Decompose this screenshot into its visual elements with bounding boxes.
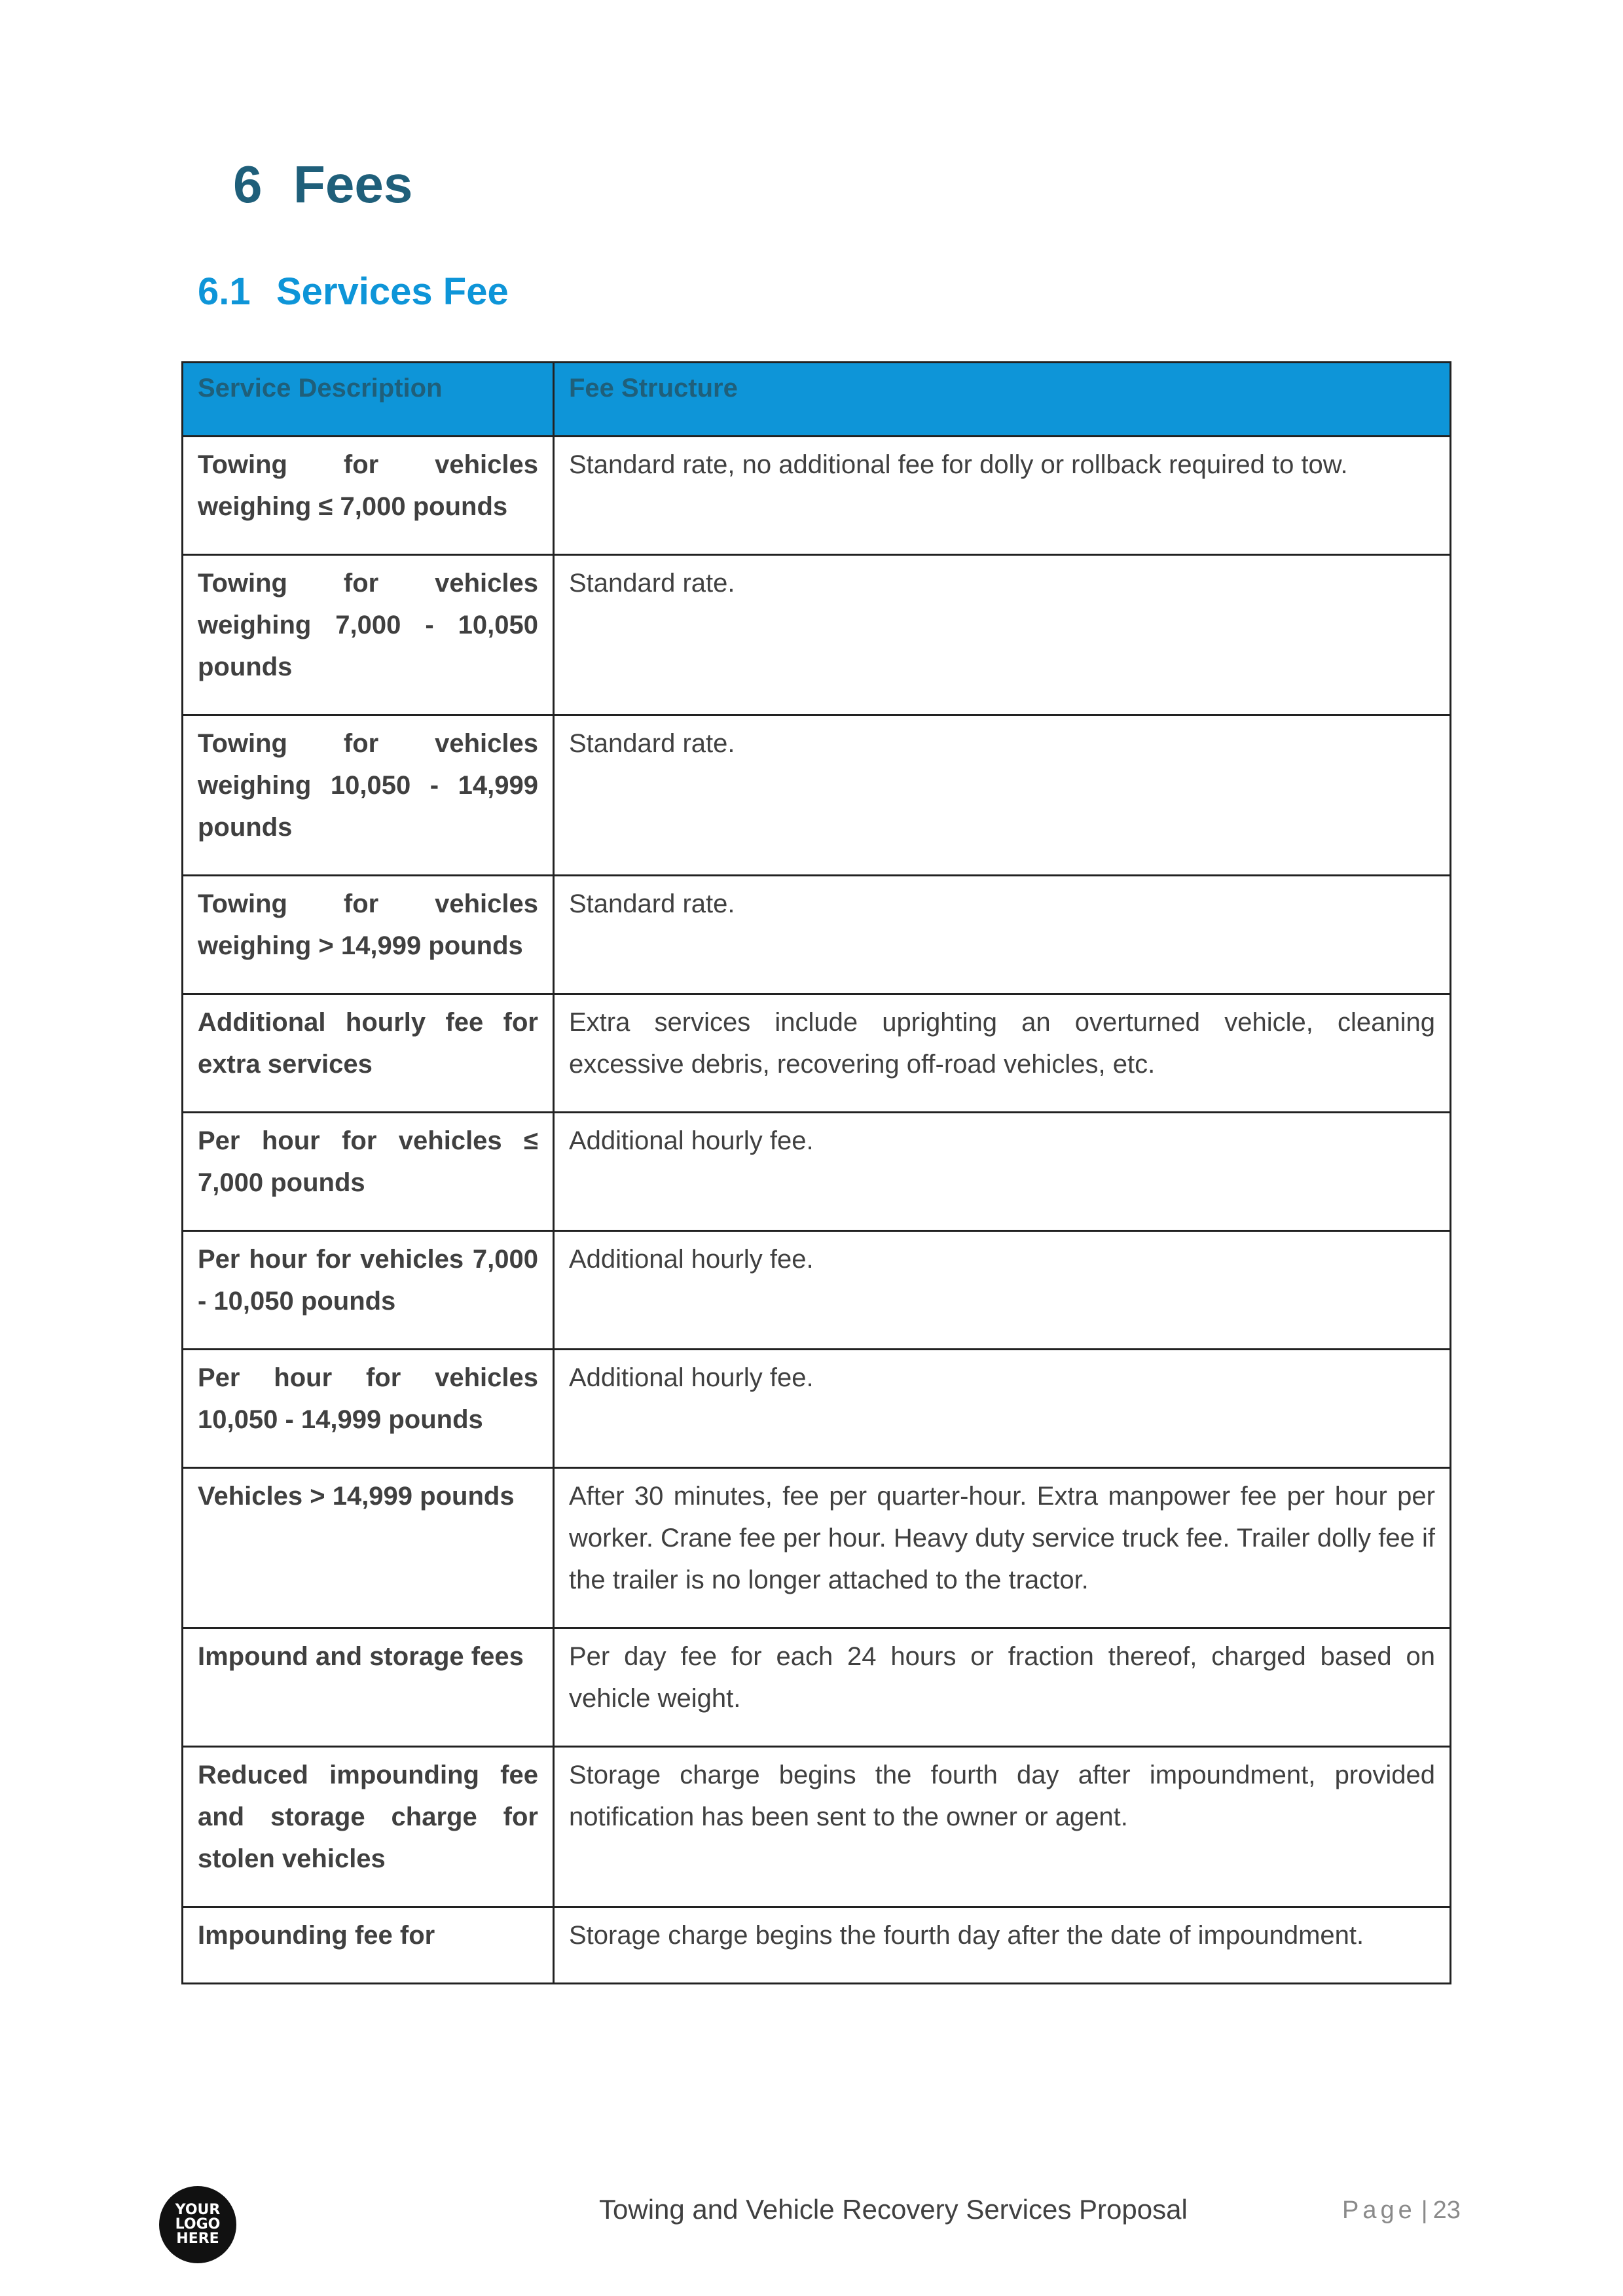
company-logo: [159, 2186, 236, 2263]
service-description-cell: Towing for vehicles weighing 7,000 - 10,050 pounds: [183, 555, 554, 715]
fee-structure-cell: Additional hourly fee.: [554, 1350, 1451, 1468]
logo-line: HERE: [176, 2231, 219, 2247]
table-row: [183, 715, 1451, 876]
fee-structure-cell: Standard rate.: [554, 715, 1451, 876]
footer-page-number: [1342, 2197, 1461, 2225]
section-title: Fees: [293, 155, 413, 213]
table-row: [183, 1350, 1451, 1468]
fees-table: [181, 361, 1451, 1984]
fee-structure-cell: Standard rate, no additional fee for dolly or rollback required to tow.: [554, 437, 1451, 555]
table-row: [183, 1113, 1451, 1231]
fee-structure-cell: Additional hourly fee.: [554, 1231, 1451, 1350]
service-description-cell: Per hour for vehicles ≤ 7,000 pounds: [183, 1113, 554, 1231]
column-header-fee-structure: Fee Structure: [554, 363, 1451, 437]
table-row: [183, 1231, 1451, 1350]
service-description-cell: Additional hourly fee for extra services: [183, 994, 554, 1113]
fee-structure-cell: Standard rate.: [554, 876, 1451, 994]
table-row: [183, 1628, 1451, 1747]
fee-structure-cell: Storage charge begins the fourth day after the date of impoundment.: [554, 1907, 1451, 1984]
page-number: 23: [1432, 2197, 1461, 2224]
footer-document-title: Towing and Vehicle Recovery Services Proposal: [599, 2194, 1188, 2225]
table-row: [183, 1907, 1451, 1984]
service-description-cell: Per hour for vehicles 7,000 - 10,050 pounds: [183, 1231, 554, 1350]
subsection-heading: [198, 270, 509, 314]
fee-structure-cell: Standard rate.: [554, 555, 1451, 715]
table-row: [183, 555, 1451, 715]
service-description-cell: Towing for vehicles weighing 10,050 - 14,999 pounds: [183, 715, 554, 876]
table-header-row: [183, 363, 1451, 437]
fee-structure-cell: Additional hourly fee.: [554, 1113, 1451, 1231]
section-heading: [233, 154, 412, 215]
service-description-cell: Per hour for vehicles 10,050 - 14,999 pounds: [183, 1350, 554, 1468]
table-row: [183, 1747, 1451, 1907]
fee-structure-cell: Per day fee for each 24 hours or fraction thereof, charged based on vehicle weight.: [554, 1628, 1451, 1747]
fee-structure-cell: Storage charge begins the fourth day after impoundment, provided notification has been sent to the owner or agent.: [554, 1747, 1451, 1907]
logo-line: YOUR: [175, 2202, 221, 2218]
column-header-service-description: Service Description: [183, 363, 554, 437]
page-separator: |: [1421, 2197, 1428, 2224]
service-description-cell: Towing for vehicles weighing ≤ 7,000 pounds: [183, 437, 554, 555]
table-row: [183, 437, 1451, 555]
service-description-cell: Reduced impounding fee and storage charge for stolen vehicles: [183, 1747, 554, 1907]
table-row: [183, 876, 1451, 994]
subsection-title: Services Fee: [276, 270, 509, 313]
service-description-cell: Towing for vehicles weighing > 14,999 pounds: [183, 876, 554, 994]
section-number: 6: [233, 155, 263, 213]
service-description-cell: Impound and storage fees: [183, 1628, 554, 1747]
logo-line: LOGO: [175, 2216, 221, 2233]
table-row: [183, 994, 1451, 1113]
service-description-cell: Impounding fee for: [183, 1907, 554, 1984]
fee-structure-cell: After 30 minutes, fee per quarter-hour. Extra manpower fee per hour per worker. Crane fee per hour. Heavy duty service truck fee. Trailer dolly fee if the trailer is no longer attached to the tractor.: [554, 1468, 1451, 1628]
subsection-number: 6.1: [198, 270, 251, 313]
fee-structure-cell: Extra services include uprighting an overturned vehicle, cleaning excessive debris, recovering off-road vehicles, etc.: [554, 994, 1451, 1113]
service-description-cell: Vehicles > 14,999 pounds: [183, 1468, 554, 1628]
page-label: Page: [1342, 2197, 1416, 2224]
table-row: [183, 1468, 1451, 1628]
